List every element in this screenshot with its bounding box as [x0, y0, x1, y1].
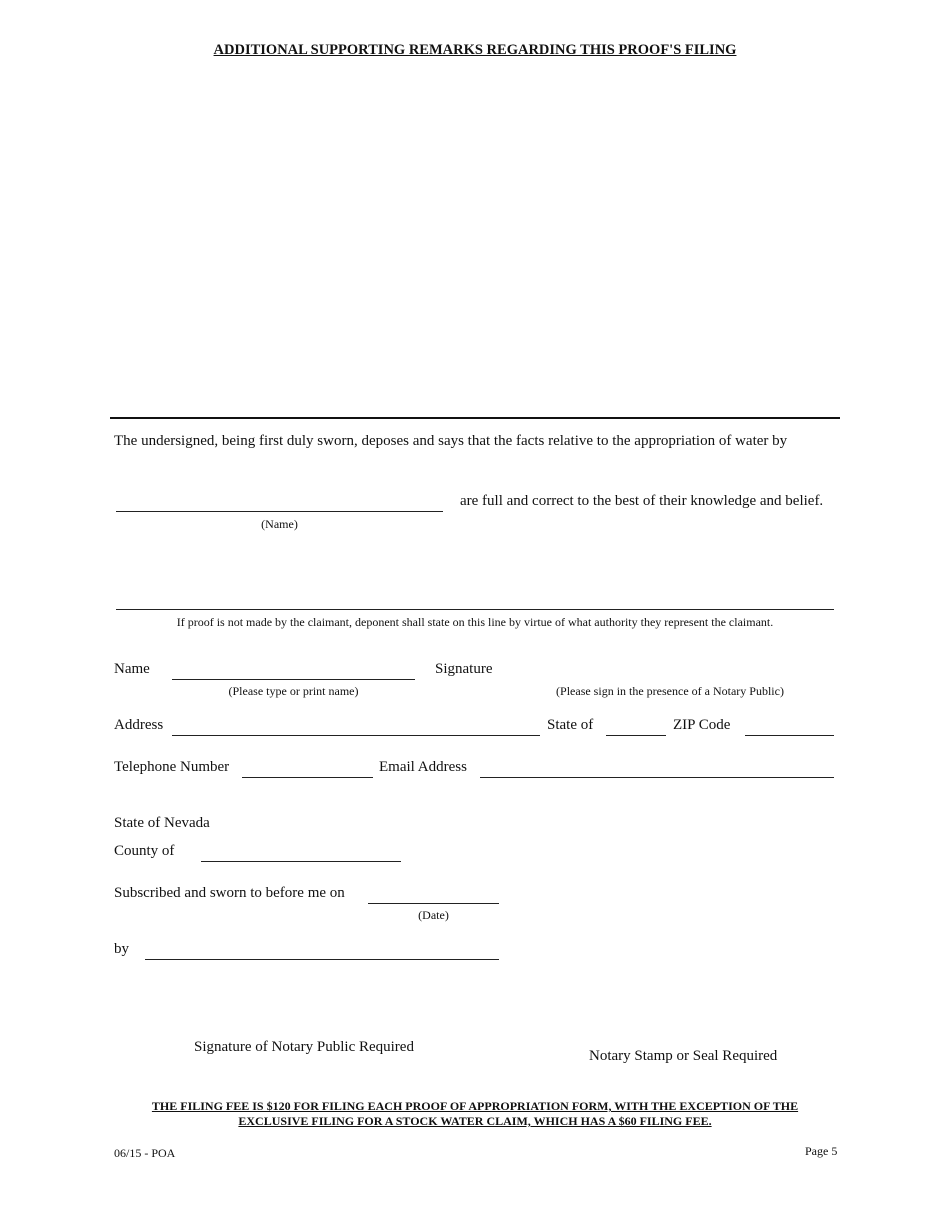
- email-label: Email Address: [379, 759, 467, 775]
- name-field[interactable]: [172, 679, 415, 680]
- state-label: State of: [547, 717, 594, 733]
- telephone-label: Telephone Number: [114, 759, 230, 775]
- by-label: by: [114, 941, 129, 957]
- state-of-nevada-label: State of Nevada: [114, 815, 210, 831]
- remarks-area[interactable]: [110, 75, 840, 410]
- date-caption: (Date): [418, 908, 449, 922]
- claimant-name-caption: (Name): [261, 517, 298, 531]
- claimant-name-line[interactable]: [116, 511, 443, 512]
- telephone-field[interactable]: [242, 777, 373, 778]
- date-field[interactable]: [368, 903, 499, 904]
- section-divider: [110, 417, 840, 419]
- by-field[interactable]: [145, 959, 499, 960]
- authority-note: If proof is not made by the claimant, deponent shall state on this line by virtue of what authority they represent the claimant.: [176, 615, 774, 629]
- signature-caption: (Please sign in the presence of a Notary Public): [556, 684, 784, 698]
- subscribed-label: Subscribed and sworn to before me on: [114, 885, 345, 901]
- email-field[interactable]: [480, 777, 834, 778]
- oath-sentence-end: are full and correct to the best of their knowledge and belief.: [460, 493, 824, 509]
- county-label: County of: [114, 843, 175, 859]
- name-label: Name: [114, 661, 150, 677]
- address-field[interactable]: [172, 735, 540, 736]
- filing-fee-notice: [110, 1099, 840, 1129]
- page-number: Page 5: [805, 1144, 838, 1158]
- page-title: ADDITIONAL SUPPORTING REMARKS REGARDING THIS PROOF'S FILING: [213, 42, 737, 58]
- authority-line[interactable]: [116, 609, 834, 610]
- notary-signature-required: Signature of Notary Public Required: [194, 1039, 414, 1055]
- signature-label: Signature: [435, 661, 493, 677]
- zip-field[interactable]: [745, 735, 834, 736]
- signature-field[interactable]: [505, 655, 835, 681]
- state-field[interactable]: [606, 735, 666, 736]
- name-caption: (Please type or print name): [228, 684, 359, 698]
- county-field[interactable]: [201, 861, 401, 862]
- address-label: Address: [114, 717, 164, 733]
- notary-stamp-required: Notary Stamp or Seal Required: [589, 1048, 778, 1064]
- filing-fee-line-1: THE FILING FEE IS $120 FOR FILING EACH PROOF OF APPROPRIATION FORM, WITH THE EXCEPTION OF THE: [151, 1099, 799, 1113]
- filing-fee-line-2: EXCLUSIVE FILING FOR A STOCK WATER CLAIM, WHICH HAS A $60 FILING FEE.: [238, 1114, 712, 1128]
- oath-sentence-start: The undersigned, being first duly sworn, deposes and says that the facts relative to the appropriation of water by: [114, 433, 788, 449]
- form-code: 06/15 - POA: [114, 1146, 176, 1160]
- zip-label: ZIP Code: [673, 717, 731, 733]
